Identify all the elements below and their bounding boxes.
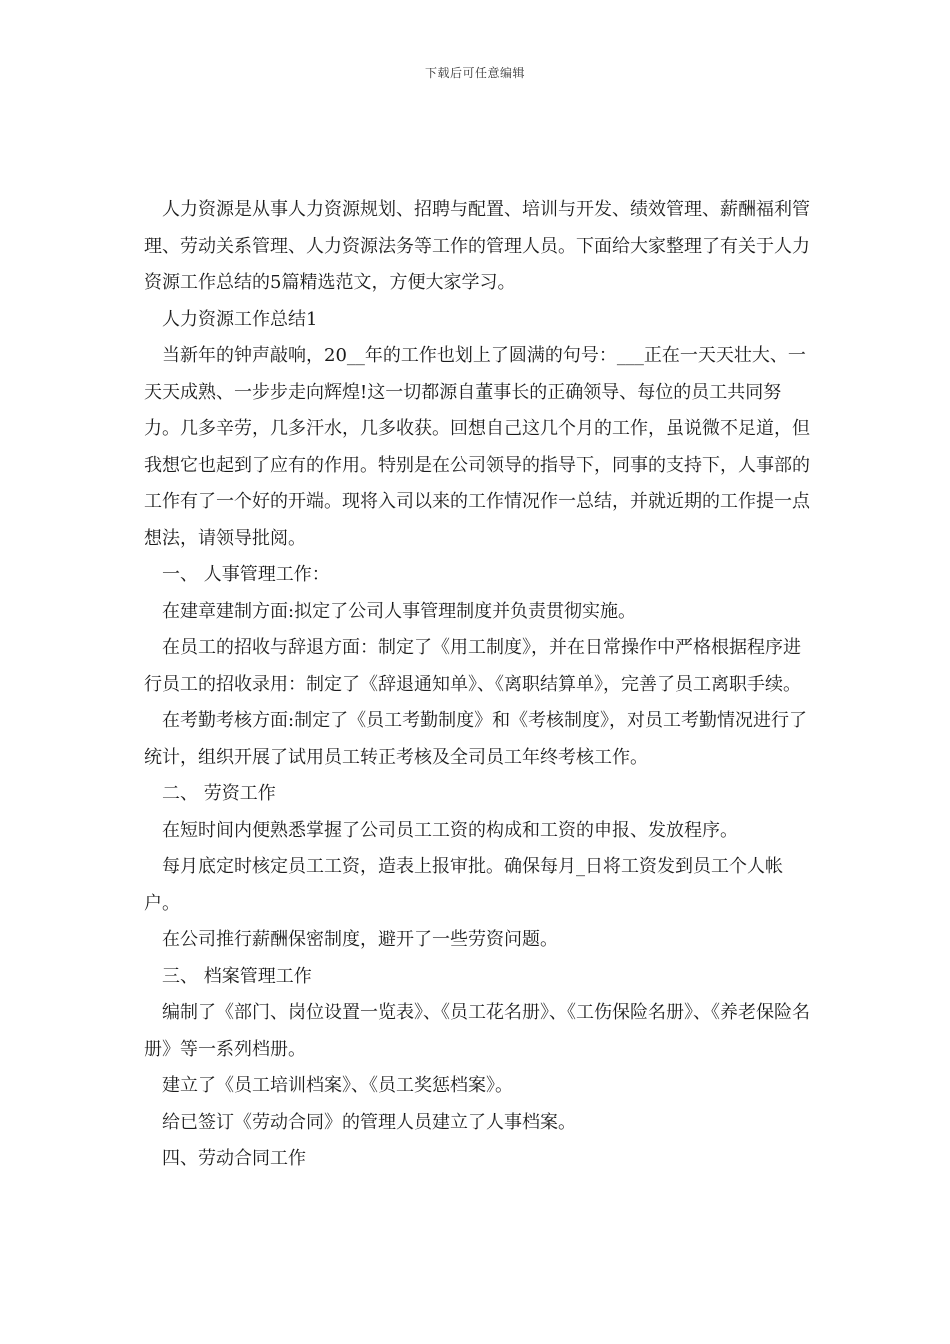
body-paragraph: 在公司推行薪酬保密制度，避开了一些劳资问题。	[162, 929, 558, 950]
document-body	[144, 192, 816, 1178]
body-paragraph: 每月底定时核定员工工资，造表上报审批。确保每月_日将工资发到员工个人帐户。	[144, 856, 783, 914]
body-paragraph: 在员工的招收与辞退方面：制定了《用工制度》，并在日常操作中严格根据程序进行员工的招收录用：制定了《辞退通知单》、《离职结算单》，完善了员工离职手续。	[144, 637, 801, 695]
body-paragraph: 在短时间内便熟悉掌握了公司员工工资的构成和工资的申报、发放程序。	[162, 819, 738, 841]
subsection-heading: 一、 人事管理工作：	[162, 564, 330, 585]
subsection-heading: 二、 劳资工作	[162, 783, 276, 804]
intro-paragraph: 人力资源是从事人力资源规划、招聘与配置、培训与开发、绩效管理、薪酬福利管理、劳动关系管理、人力资源法务等工作的管理人员。下面给大家整理了有关于人力资源工作总结的5篇精选范文，方便大家学习。	[144, 199, 810, 293]
body-paragraph: 给已签订《劳动合同》的管理人员建立了人事档案。	[162, 1111, 576, 1133]
body-paragraph: 建立了《员工培训档案》、《员工奖惩档案》。	[162, 1075, 513, 1096]
body-paragraph: 在建章建制方面:拟定了公司人事管理制度并负责贯彻实施。	[162, 600, 637, 622]
subsection-heading: 三、 档案管理工作	[162, 965, 312, 987]
body-paragraph: 当新年的钟声敲响，20__年的工作也划上了圆满的句号：___正在一天天壮大、一天天成熟、一步步走向辉煌!这一切都源自董事长的正确领导、每位的员工共同努力。几多辛劳，几多汗水，几多收获。回想自己这几个月的工作，虽说微不足道，但我想它也起到了应有的作用。特别是在公司领导的指导下，同事的支持下，人事部的工作有了一个好的开端。现将入司以来的工作情况作一总结，并就近期的工作提一点想法，请领导批阅。	[144, 345, 810, 549]
subsection-heading: 四、劳动合同工作	[162, 1148, 306, 1169]
body-paragraph: 编制了《部门、岗位设置一览表》、《员工花名册》、《工伤保险名册》、《养老保险名册》等一系列档册。	[144, 1002, 810, 1060]
section-title: 人力资源工作总结1	[162, 308, 318, 330]
page-header: 下载后可任意编辑	[424, 66, 525, 80]
body-paragraph: 在考勤考核方面:制定了《员工考勤制度》和《考核制度》，对员工考勤情况进行了统计，组织开展了试用员工转正考核及全司员工年终考核工作。	[144, 710, 808, 768]
